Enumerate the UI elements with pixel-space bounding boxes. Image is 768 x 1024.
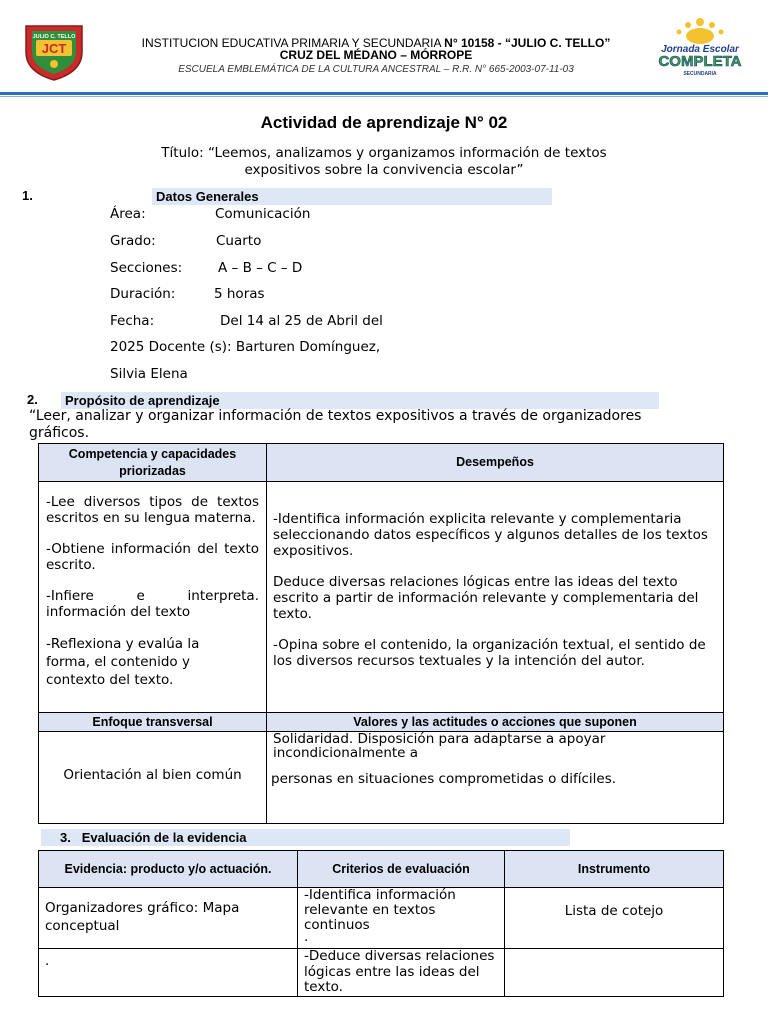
grado-value: Cuarto — [216, 233, 262, 249]
logo-right-line2: COMPLETA — [658, 53, 742, 70]
docente-name: Silvia Elena — [110, 366, 188, 382]
instrumento-value: Lista de cotejo — [505, 888, 724, 949]
competence-table — [38, 443, 724, 824]
valores-header: Valores y las actitudes o acciones que suponen — [267, 713, 724, 732]
evaluation-row — [39, 949, 724, 997]
evidencia-value: Organizadores gráfico: Mapa conceptual — [39, 888, 298, 949]
institution-resolution: ESCUELA EMBLEMÁTICA DE LA CULTURA ANCESTRAL – R.R. N° 665-2003-07-11-03 — [178, 64, 574, 75]
section1-heading: Datos Generales — [152, 188, 552, 205]
instrumento-header: Instrumento — [505, 851, 724, 888]
instrumento-value — [505, 949, 724, 997]
competencias-cell — [39, 482, 267, 713]
criterio-value: -Identifica información relevante en textos continuos — [304, 887, 456, 933]
desempeno-item: -Identifica información explicita relevante y complementaria seleccionando datos específicos y algunos detalles de los textos expositivos. — [273, 511, 708, 559]
criterio-extra: . — [304, 929, 309, 945]
section3-heading: 3. Evaluación de la evidencia — [41, 829, 570, 846]
secciones-label: Secciones: — [110, 260, 183, 276]
duracion-label: Duración: — [110, 286, 176, 302]
institution-name: INSTITUCION EDUCATIVA PRIMARIA Y SECUNDARIA N° 10158 - “JULIO C. TELLO” — [141, 36, 611, 50]
enfoque-header: Enfoque transversal — [39, 713, 267, 732]
fecha-label: Fecha: — [110, 313, 155, 329]
competence-header: Competencia y capacidades priorizadas — [39, 444, 267, 482]
evaluation-row — [39, 888, 724, 949]
area-value: Comunicación — [215, 206, 311, 222]
evaluation-table — [38, 850, 724, 997]
valores-line2: personas en situaciones comprometidas o difíciles. — [271, 771, 617, 787]
criterio-cell — [298, 888, 505, 949]
docente-line: 2025 Docente (s): Barturen Domínguez, — [110, 339, 381, 355]
competencia-item: -Obtiene información del texto escrito. — [46, 541, 259, 573]
grado-label: Grado: — [110, 233, 156, 249]
purpose-text: “Leer, analizar y organizar información de textos expositivos a través de organizadores gráficos. — [29, 408, 642, 441]
logo-initials: JCT — [41, 41, 67, 56]
logo-right-line3: SECUNDARIA — [683, 71, 717, 77]
section1-number: 1. — [22, 188, 33, 203]
valores-line1: Solidaridad. Disposición para adaptarse a apoyar incondicionalmente a — [273, 731, 606, 761]
logo-right-line1: Jornada Escolar — [661, 44, 739, 55]
section2-number: 2. — [27, 392, 38, 407]
jornada-escolar-logo — [652, 14, 748, 80]
fecha-value: Del 14 al 25 de Abril del — [220, 313, 383, 329]
header-divider — [0, 92, 768, 95]
desempeno-item: -Opina sobre el contenido, la organización textual, el sentido de los diversos recursos textuales y la intención del autor. — [273, 637, 706, 669]
duracion-value: 5 horas — [214, 286, 265, 302]
institution-location: CRUZ DEL MÉDANO – MÓRROPE — [279, 48, 473, 62]
competencia-item: -Reflexiona y evalúa la forma, el contenido y contexto del texto. — [46, 636, 200, 688]
valores-cell — [267, 732, 724, 824]
general-data — [110, 206, 430, 386]
area-label: Área: — [110, 206, 146, 222]
desempenos-header: Desempeños — [267, 444, 724, 482]
activity-title: Actividad de aprendizaje N° 02 — [260, 113, 508, 132]
enfoque-value: Orientación al bien común — [39, 732, 267, 824]
desempeno-item: Deduce diversas relaciones lógicas entre las ideas del texto escrito a partir de información relevante y complementaria del texto. — [273, 574, 699, 622]
evidencia-value: . — [39, 949, 298, 997]
school-logo — [22, 22, 86, 82]
desempenos-cell — [267, 482, 724, 713]
evidencia-header: Evidencia: producto y/o actuación. — [39, 851, 298, 888]
section2-heading: Propósito de aprendizaje — [61, 392, 659, 409]
criterios-header: Criterios de evaluación — [298, 851, 505, 888]
competencia-item: -Lee diversos tipos de textos escritos en su lengua materna. — [46, 494, 259, 526]
header-divider-thin — [0, 96, 768, 97]
competencia-item: -Infiere e interpreta. información del texto — [46, 588, 259, 620]
activity-subtitle: Título: “Leemos, analizamos y organizamos información de textos expositivos sobre la convivencia escolar” — [161, 145, 607, 178]
secciones-value: A – B – C – D — [218, 260, 303, 276]
logo-caption: JULIO C. TELLO — [32, 34, 76, 40]
criterio-value: -Deduce diversas relaciones lógicas entre las ideas del texto. — [298, 949, 505, 997]
